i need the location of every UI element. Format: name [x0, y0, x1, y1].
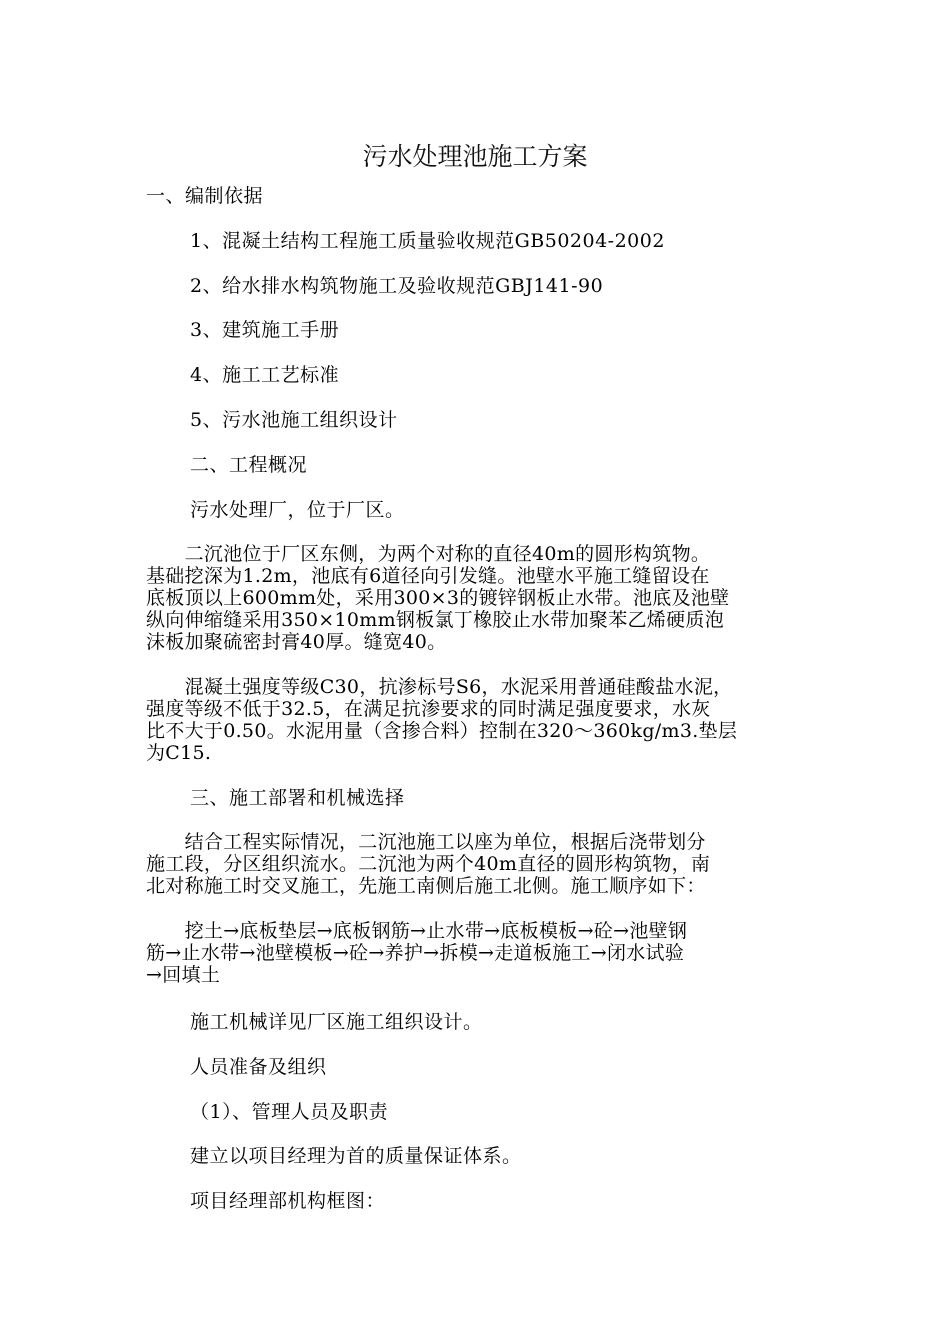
org-chart-label: 项目经理部机构框图：	[190, 1190, 386, 1212]
staff-heading: 人员准备及组织	[190, 1056, 327, 1078]
basis-item-5: 5、污水池施工组织设计	[190, 409, 398, 431]
machinery-note: 施工机械详见厂区施工组织设计。	[190, 1011, 483, 1033]
paragraph-line: 二沉池位于厂区东侧，为两个对称的直径40m的圆形构筑物。	[146, 543, 711, 565]
paragraph-line: 纵向伸缩缝采用350×10mm钢板氯丁橡胶止水带加聚苯乙烯硬质泡	[146, 609, 724, 631]
paragraph-line: 混凝土强度等级C30，抗渗标号S6，水泥采用普通硅酸盐水泥，	[146, 676, 733, 698]
overview-paragraph-1	[146, 543, 801, 653]
paragraph-line: 挖土→底板垫层→底板钢筋→止水带→底板模板→砼→池壁钢	[146, 920, 688, 942]
quality-system-statement: 建立以项目经理为首的质量保证体系。	[190, 1145, 522, 1167]
paragraph-line: 沫板加聚硫密封膏40厚。缝宽40。	[146, 631, 447, 653]
paragraph-line: 强度等级不低于32.5，在满足抗渗要求的同时满足强度要求，水灰	[146, 698, 711, 720]
paragraph-line: 底板顶以上600mm处，采用300×3的镀锌钢板止水带。池底及池壁	[146, 587, 730, 609]
document-title: 污水处理池施工方案	[362, 142, 588, 171]
paragraph-line: 筋→止水带→池壁模板→砼→养护→拆模→走道板施工→闭水试验	[146, 942, 685, 964]
basis-item-2: 2、给水排水构筑物施工及验收规范GBJ141-90	[190, 275, 604, 297]
basis-item-4: 4、施工工艺标准	[190, 364, 340, 386]
section-heading-deployment: 三、施工部署和机械选择	[190, 787, 405, 809]
paragraph-line: →回填土	[146, 964, 221, 986]
section-heading-basis: 一、编制依据	[146, 185, 264, 207]
construction-sequence-paragraph	[146, 920, 801, 986]
staff-subheading: （1）、管理人员及职责	[190, 1101, 389, 1123]
deployment-paragraph	[146, 831, 801, 897]
paragraph-line: 结合工程实际情况，二沉池施工以座为单位，根据后浇带划分	[146, 831, 706, 853]
basis-item-3: 3、建筑施工手册	[190, 319, 340, 341]
basis-item-1: 1、混凝土结构工程施工质量验收规范GB50204-2002	[190, 230, 665, 252]
section-heading-overview: 二、工程概况	[190, 454, 308, 476]
overview-paragraph-2	[146, 676, 801, 764]
paragraph-line: 为C15.	[146, 742, 212, 764]
overview-intro: 污水处理厂，位于厂区。	[190, 499, 405, 521]
paragraph-line: 基础挖深为1.2m，池底有6道径向引发缝。池壁水平施工缝留设在	[146, 565, 710, 587]
paragraph-line: 北对称施工时交叉施工，先施工南侧后施工北侧。施工顺序如下：	[146, 875, 706, 897]
paragraph-line: 比不大于0.50。水泥用量（含掺合料）控制在320～360kg/m3.垫层	[146, 720, 738, 742]
paragraph-line: 施工段，分区组织流水。二沉池为两个40m直径的圆形构筑物，南	[146, 853, 711, 875]
